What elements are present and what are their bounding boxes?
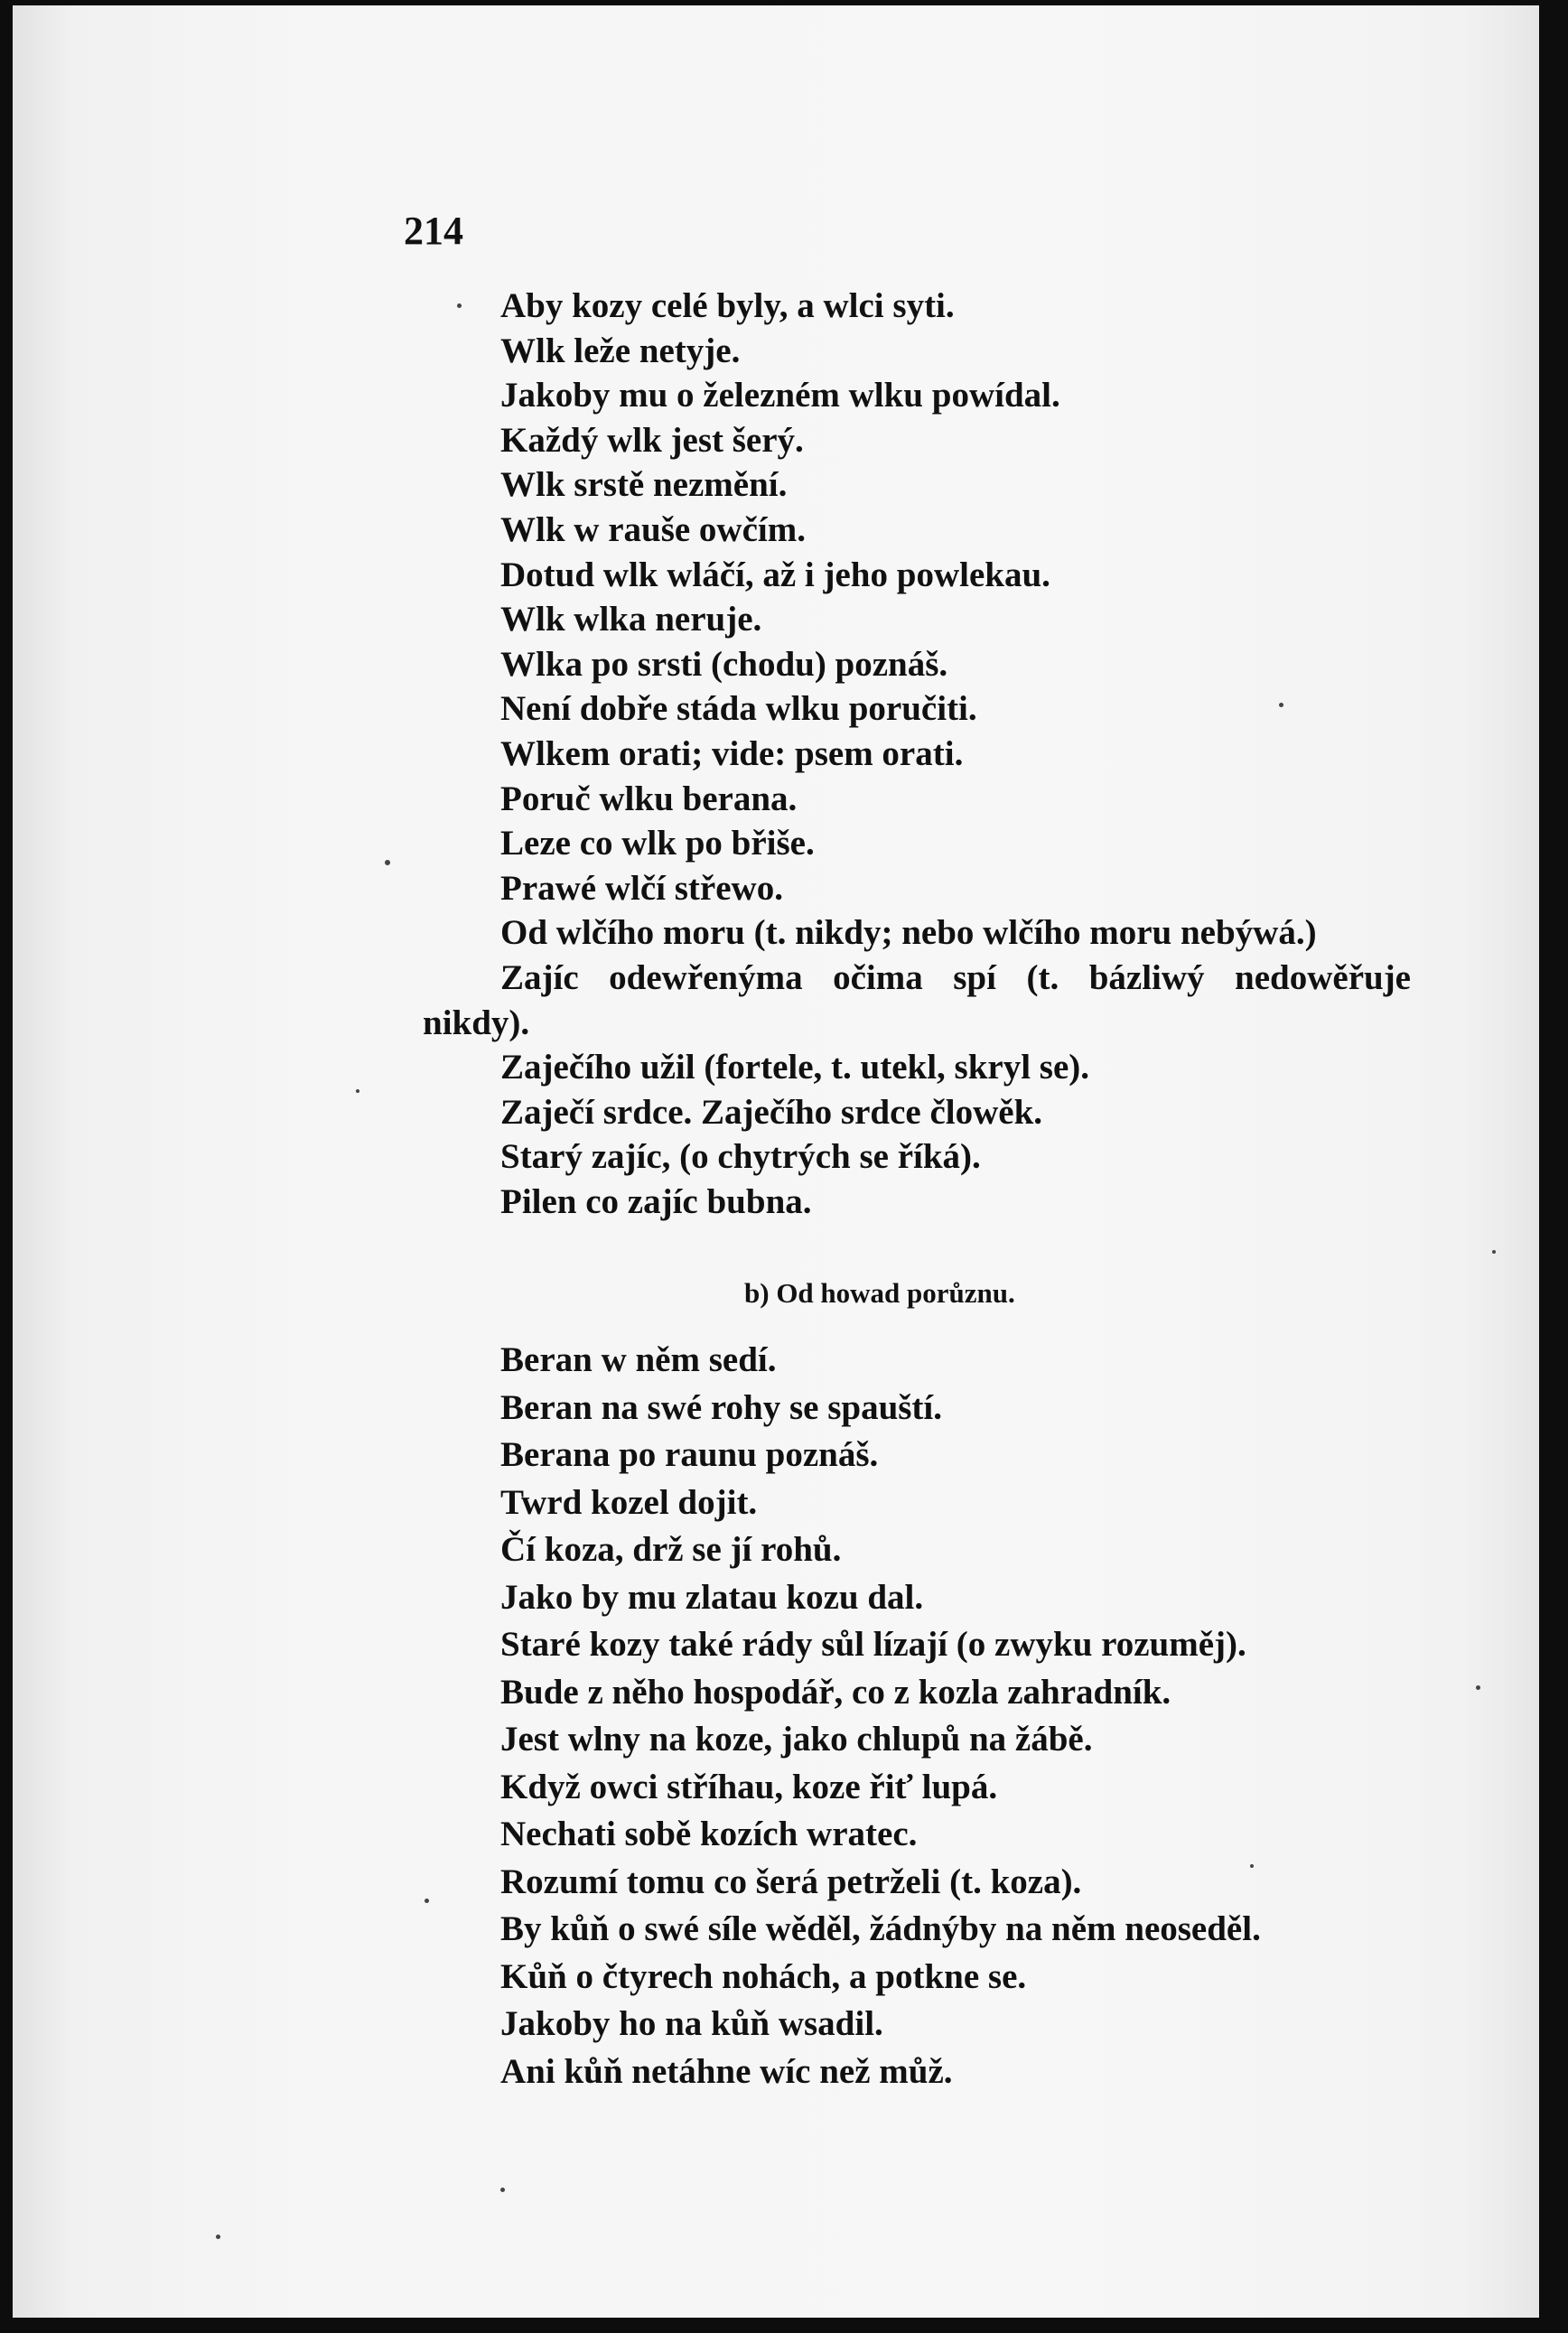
proverb-line: Není dobře stáda wlku poručiti. — [500, 689, 977, 729]
proverbs-section-b — [410, 1337, 1411, 2095]
proverb-line: Wlk srstě nezmění. — [500, 465, 788, 505]
book-page — [13, 5, 1539, 2318]
proverb-line: Beran na swé rohy se spauští. — [500, 1387, 943, 1427]
scan-speck — [1250, 1864, 1254, 1868]
proverb-line: Jakoby ho na kůň wsadil. — [500, 2004, 883, 2043]
proverb-line: Pilen co zajíc bubna. — [500, 1181, 812, 1221]
proverb-line: Wlk leže netyje. — [500, 331, 741, 370]
proverb-line: By kůň o swé síle wěděl, žádnýby na něm neoseděl. — [500, 1909, 1261, 1948]
scan-speck — [385, 860, 390, 865]
scan-speck — [457, 303, 462, 308]
proverb-line: Wlka po srsti (chodu) poznáš. — [500, 644, 948, 684]
proverb-line: Od wlčího moru (t. nikdy; nebo wlčího moru nebýwá.) — [500, 913, 1317, 953]
proverb-line: Kůň o čtyrech nohách, a potkne se. — [500, 1956, 1027, 1996]
proverb-line: Každý wlk jest šerý. — [500, 420, 804, 460]
scan-speck — [1492, 1250, 1496, 1254]
proverb-line: Bude z něho hospodář, co z kozla zahradník. — [500, 1672, 1171, 1712]
proverb-line: Když owci stříhau, koze řiť lupá. — [500, 1767, 998, 1806]
proverb-line: Rozumí tomu co šerá petrželi (t. koza). — [500, 1862, 1082, 1901]
scan-speck — [500, 2188, 505, 2192]
proverb-line: Jako by mu zlatau kozu dal. — [500, 1577, 924, 1617]
proverb-line: Wlk wlka neruje. — [500, 600, 762, 639]
proverb-line: Poruč wlku berana. — [500, 779, 798, 818]
proverb-line: Aby kozy celé byly, a wlci syti. — [500, 286, 955, 325]
scan-speck — [356, 1089, 359, 1093]
proverb-line: Staré kozy také rády sůl lízají (o zwyku rozuměj). — [500, 1625, 1246, 1664]
proverb-line: Leze co wlk po břiše. — [500, 824, 815, 863]
proverb-line: Čí koza, drž se jí rohů. — [500, 1530, 842, 1569]
scan-speck — [425, 1899, 429, 1903]
proverb-line: Jest wlny na koze, jako chlupů na žábě. — [500, 1720, 1093, 1759]
proverb-line: Jakoby mu o železném wlku powídal. — [500, 376, 1060, 415]
proverb-line: Nechati sobě kozích wratec. — [500, 1815, 918, 1853]
scan-speck — [1476, 1685, 1480, 1690]
proverb-line: Beran w něm sedí. — [500, 1340, 777, 1379]
proverb-line: Ani kůň netáhne wíc než můž. — [500, 2051, 953, 2091]
proverb-line: Prawé wlčí střewo. — [500, 868, 783, 908]
proverb-line-continuation: nikdy). — [423, 1003, 530, 1042]
proverb-line: Zaječího užil (fortele, t. utekl, skryl se). — [500, 1048, 1090, 1087]
proverbs-section-a — [410, 284, 1411, 1224]
page-number: 214 — [404, 209, 463, 253]
proverb-line: Dotud wlk wláčí, až i jeho powlekau. — [500, 555, 1050, 594]
scan-speck — [1279, 703, 1283, 707]
proverb-line: Berana po raunu poznáš. — [500, 1435, 879, 1474]
proverb-line: Zajíc odewřenýma očima spí (t. bázliwý nedowěřuje — [500, 957, 1411, 997]
scan-speck — [216, 2235, 220, 2239]
proverb-line: Wlk w rauše owčím. — [500, 509, 806, 549]
section-heading: b) Od howad porůznu. — [744, 1277, 1015, 1309]
proverb-line: Twrd kozel dojit. — [500, 1482, 758, 1522]
proverb-line: Wlkem orati; vide: psem orati. — [500, 733, 964, 773]
proverb-line: Starý zajíc, (o chytrých se říká). — [500, 1137, 981, 1177]
proverb-line: Zaječí srdce. Zaječího srdce člowěk. — [500, 1092, 1043, 1132]
